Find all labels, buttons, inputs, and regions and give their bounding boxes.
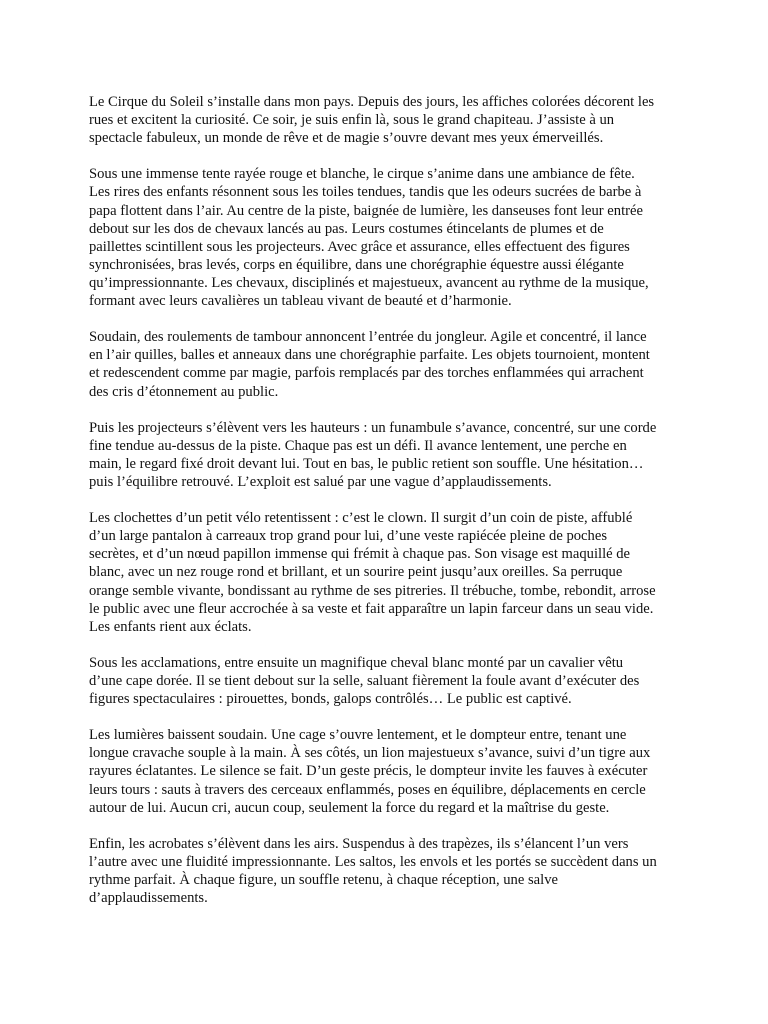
paragraph-tightrope: Puis les projecteurs s’élèvent vers les hauteurs : un funambule s’avance, concentré, sur une corde fine tendue au-dessus de la piste. Chaque pas est un défi. Il avance lentement, une perche en main, le regard fixé droit devant lui. Tout en bas, le public retient son souffle. Une hésitation… puis l’équilibre retrouvé. L’exploit est salué par une vague d’applaudissements.: [89, 419, 657, 490]
paragraph-intro: Le Cirque du Soleil s’installe dans mon pays. Depuis des jours, les affiches colorées décorent les rues et excitent la curiosité. Ce soir, je suis enfin là, sous le grand chapiteau. J’assiste à un spectacle fabuleux, un monde de rêve et de magie s’ouvre devant mes yeux émerveillés.: [89, 94, 655, 147]
document-body: [89, 93, 689, 925]
paragraph-horse-rider: Sous les acclamations, entre ensuite un magnifique cheval blanc monté par un cavalier vêtu d’une cape dorée. Il se tient debout sur la selle, saluant fièrement la foule avant d’exécuter des figures spectaculaires : pirouettes, bonds, galops contrôlés… Le public est captivé.: [89, 654, 640, 708]
paragraph-tent-dancers: Sous une immense tente rayée rouge et blanche, le cirque s’anime dans une ambiance de fête. Les rires des enfants résonnent sous les toiles tendues, tandis que les odeurs sucrées de barbe à papa flottent dans l’air. Au centre de la piste, baignée de lumière, les danseuses font leur entrée debout sur les dos de chevaux lancés au pas. Leurs costumes étincelants de plumes et de paillettes scintillent sous les projecteurs. Avec grâce et assurance, elles effectuent des figures synchronisées, bras levés, corps en équilibre, dans une chorégraphie équestre aussi élégante qu’impressionnante. Les chevaux, disciplinés et majestueux, avancent au rythme de la musique, formant avec leurs cavalières un tableau vivant de beauté et d’harmonie.: [89, 166, 649, 310]
paragraph-acrobats: Enfin, les acrobates s’élèvent dans les airs. Suspendus à des trapèzes, ils s’élancent l’un vers l’autre avec une fluidité impressionnante. Les saltos, les envols et les portés se succèdent dans un rythme parfait. À chaque figure, un souffle retenu, à chaque réception, une salve d’applaudissements.: [89, 835, 657, 907]
paragraph-tamer: Les lumières baissent soudain. Une cage s’ouvre lentement, et le dompteur entre, tenant une longue cravache souple à la main. À ses côtés, un lion majestueux s’avance, suivi d’un tigre aux rayures éclatantes. Le silence se fait. D’un geste précis, le dompteur invite les fauves à exécuter leurs tours : sauts à travers des cerceaux enflammés, poses en équilibre, déplacements en cercle autour de lui. Aucun cri, aucun coup, seulement la force du regard et la maîtrise du geste.: [89, 727, 651, 816]
paragraph-clown: Les clochettes d’un petit vélo retentissent : c’est le clown. Il surgit d’un coin de piste, affublé d’un large pantalon à carreaux trop grand pour lui, d’une veste rapiécée pleine de poches secrètes, et d’un nœud papillon immense qui frémit à chaque pas. Son visage est maquillé de blanc, avec un nez rouge rond et brillant, et un sourire peint jusqu’aux oreilles. Sa perruque orange semble vivante, bondissant au rythme de ses pitreries. Il trébuche, tombe, rebondit, arrose le public avec une fleur accrochée à sa veste et fait apparaître un lapin farceur dans un seau vide. Les enfants rient aux éclats.: [89, 510, 656, 635]
paragraph-juggler: Soudain, des roulements de tambour annoncent l’entrée du jongleur. Agile et concentré, il lance en l’air quilles, balles et anneaux dans une chorégraphie parfaite. Les objets tournoient, montent et redescendent comme par magie, parfois remplacés par des torches enflammées qui arrachent des cris d’étonnement au public.: [89, 329, 650, 400]
